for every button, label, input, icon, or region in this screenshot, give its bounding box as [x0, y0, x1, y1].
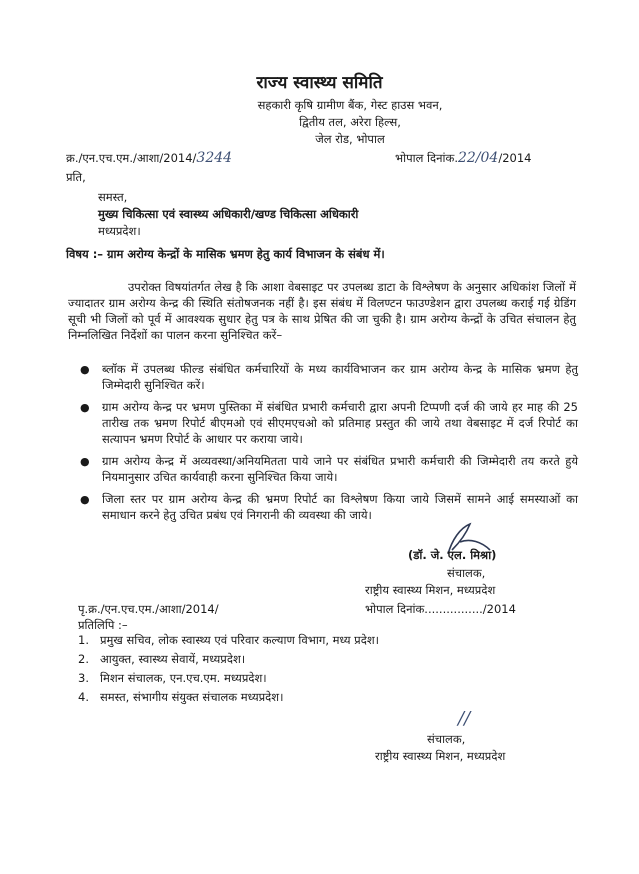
office-title: राज्य स्वास्थ्य समिति: [256, 73, 383, 93]
list-item: ● ग्राम अरोग्य केन्द्र में अव्यवस्था/अनियमितता पाये जाने पर संबंधित प्रभारी कर्मचारी की जिम्मेदारी तय करते हुये नियमानुसार उचित कार्यवाही करना सुनिश्चित किया जाये।: [80, 454, 578, 484]
address-line-1: सहकारी कृषि ग्रामीण बैंक, गेस्ट हाउस भवन,: [257, 98, 443, 112]
to-label: प्रति,: [66, 170, 86, 184]
reference-number-prefix: क्र./एन.एच.एम./आशा/2014/: [66, 151, 197, 165]
endorsement-number: पृ.क्र./एन.एच.एम./आशा/2014/: [78, 602, 219, 616]
signatory-designation-2: संचालक,: [427, 732, 466, 746]
instruction-list: [78, 361, 578, 529]
date-prefix: भोपाल दिनांक: [395, 151, 455, 165]
subject: विषय :– ग्राम अरोग्य केन्द्रों के मासिक भ्रमण हेतु कार्य विभाजन के संबंध में।: [66, 247, 385, 261]
list-item: 2. आयुक्त, स्वास्थ्य सेवायें, मध्यप्रदेश।: [78, 652, 246, 666]
bullet-icon: ●: [80, 493, 90, 506]
reference-date: भोपाल दिनांक.22/04/2014: [395, 150, 532, 166]
copy-label: प्रतिलिपि :–: [78, 618, 128, 632]
reference-number: [66, 150, 232, 166]
signature-mark: //: [458, 708, 471, 729]
bullet-icon: ●: [80, 401, 90, 414]
signatory-designation: संचालक,: [447, 566, 486, 580]
bullet-icon: ●: [80, 455, 90, 468]
list-item: 3. मिशन संचालक, एन.एच.एम. मध्यप्रदेश।: [78, 671, 267, 685]
list-item: ● ब्लॉक में उपलब्ध फील्ड संबंधित कर्मचारियों के मध्य कार्यविभाजन कर ग्राम अरोग्य केन्द्र के मासिक भ्रमण हेतु जिम्मेदारी सुनिश्चित करें।: [80, 362, 578, 392]
list-item: ● ग्राम अरोग्य केन्द्र पर भ्रमण पुस्तिका में संबंधित प्रभारी कर्मचारी द्वारा अपनी टिप्पणी दर्ज की जाये हर माह की 25 तारीख तक भ्रमण रिपोर्ट बीएमओ एवं सीएमएचओ को प्रतिमाह प्रस्तुत की जाये तथा वेबसाइट में दर्ज रिपोर्ट का सत्यापन भ्रमण रिपोर्ट के आधार पर कराया जाये।: [80, 400, 578, 446]
endorsement-date: भोपाल दिनांक................/2014: [365, 602, 516, 616]
list-item: ● जिला स्तर पर ग्राम अरोग्य केन्द्र की भ्रमण रिपोर्ट का विश्लेषण किया जाये जिसमें सामने आई समस्याओं का समाधान करने हेतु उचित प्रबंध एवं निगरानी की व्यवस्था की जाये।: [80, 492, 578, 522]
date-suffix: /2014: [498, 151, 532, 165]
bullet-icon: ●: [80, 363, 90, 376]
to-line-1: समस्त,: [98, 190, 128, 204]
handwritten-reference: 3244: [196, 150, 233, 166]
handwritten-date: 22/04: [457, 150, 499, 166]
list-item: 4. समस्त, संभागीय संयुक्त संचालक मध्यप्रदेश।: [78, 690, 284, 704]
copy-recipients: [78, 632, 558, 708]
list-item: 1. प्रमुख सचिव, लोक स्वास्थ्य एवं परिवार कल्याण विभाग, मध्य प्रदेश।: [78, 633, 379, 647]
to-line-2: मुख्य चिकित्सा एवं स्वास्थ्य अधिकारी/खण्ड चिकित्सा अधिकारी: [98, 207, 359, 221]
signatory-office: राष्ट्रीय स्वास्थ्य मिशन, मध्यप्रदेश: [365, 583, 496, 597]
signatory-name: (डॉ. जे. एल. मिश्रा): [408, 548, 497, 562]
signatory-office-2: राष्ट्रीय स्वास्थ्य मिशन, मध्यप्रदेश: [375, 749, 506, 763]
body-paragraph: उपरोक्त विषयांतर्गत लेख है कि आशा वेबसाइट पर उपलब्ध डाटा के विश्लेषण के अनुसार अधिकांश जिलों में ज्यादातर ग्राम अरोग्य केन्द्र की स्थिति संतोषजनक नहीं है। इस संबंध में विलण्टन फाउण्डेशन द्वारा उपलब्ध कराई गई ग्रेडिंग सूची भी जिलों को पूर्व में आवश्यक सुधार हेतु पत्र के साथ प्रेषित की जा चुकी है। ग्राम अरोग्य केन्द्रों के उचित संचालन हेतु निम्नलिखित निर्देशों का पालन करना सुनिश्चित करें–: [68, 280, 576, 342]
to-line-3: मध्यप्रदेश।: [98, 224, 141, 238]
address-line-3: जेल रोड, भोपाल: [315, 132, 385, 146]
address-line-2: द्वितीय तल, अरेरा हिल्स,: [299, 115, 401, 129]
